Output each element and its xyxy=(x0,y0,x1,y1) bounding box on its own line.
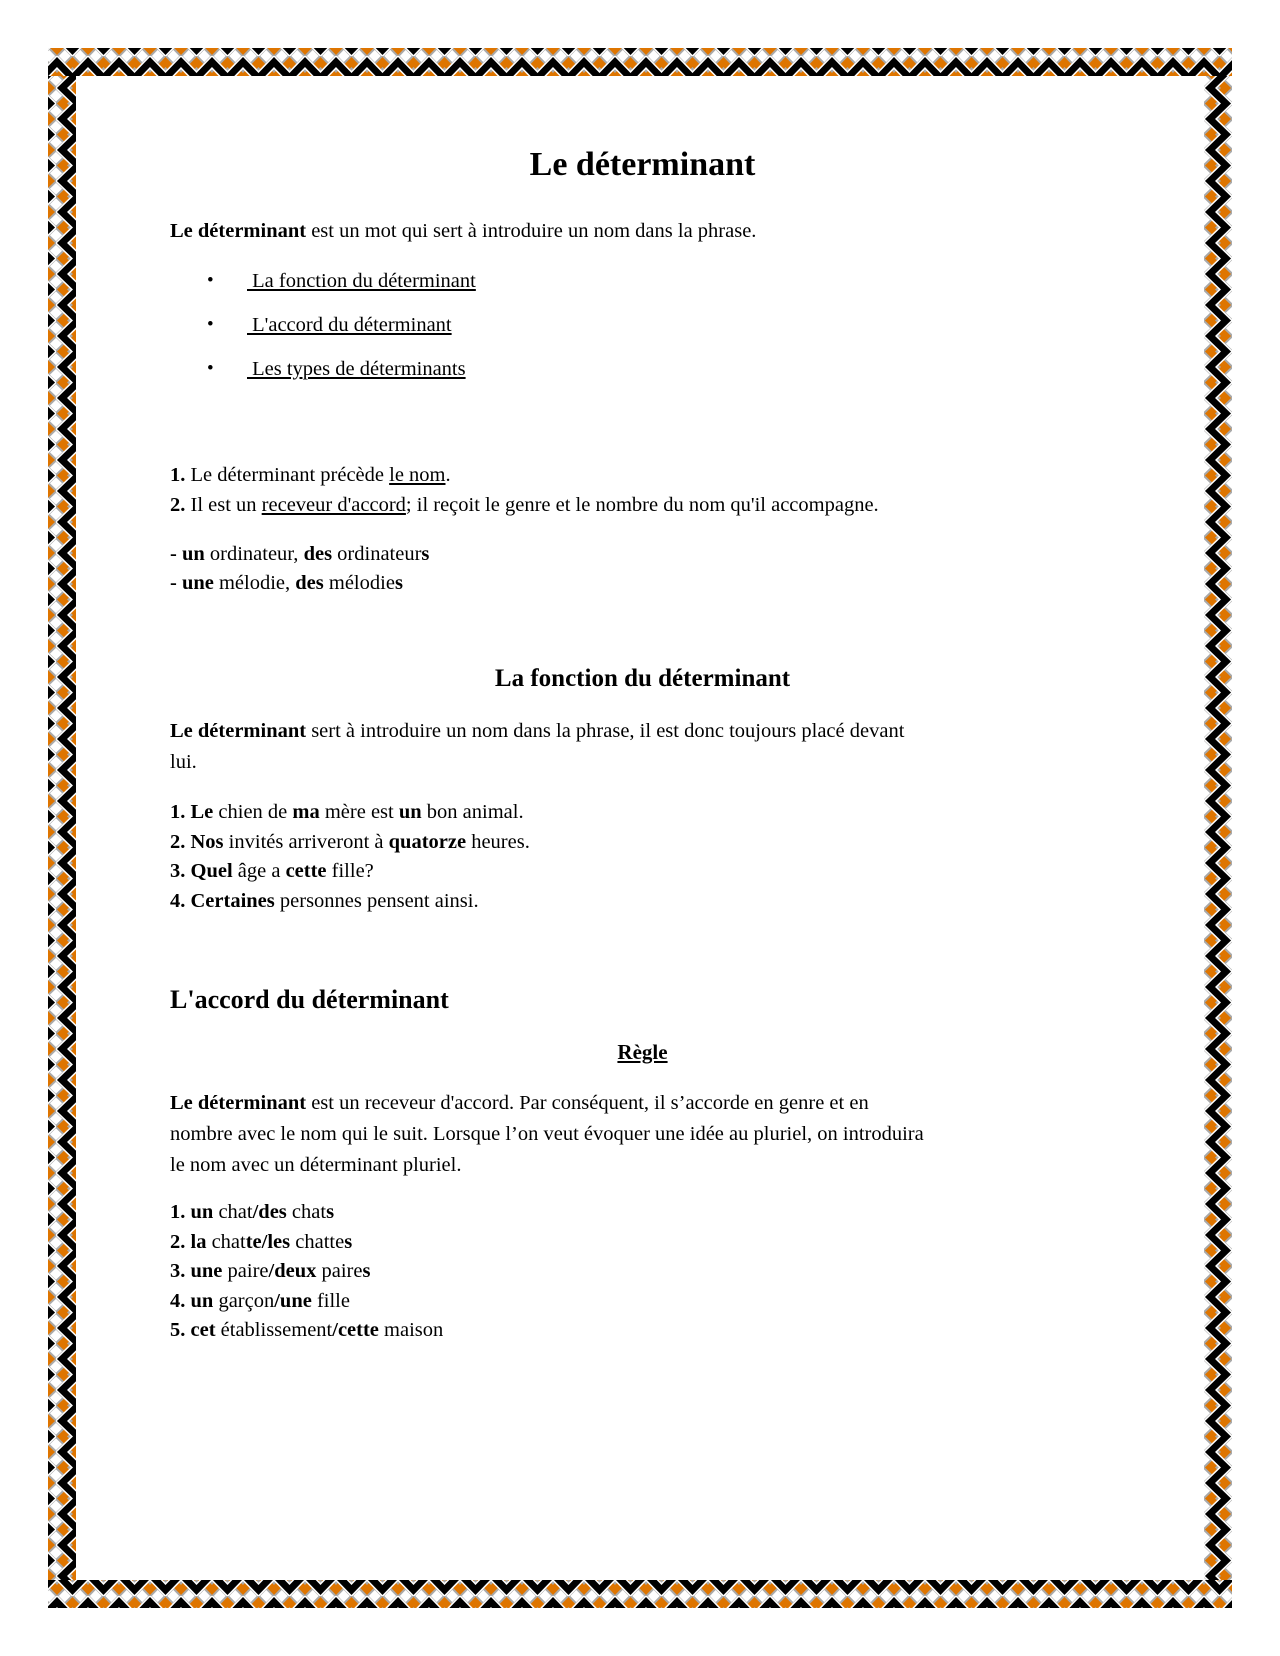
section-heading-accord: L'accord du déterminant xyxy=(170,985,449,1014)
toc-link-label[interactable]: L'accord du déterminant xyxy=(247,314,452,336)
toc-item-types[interactable] xyxy=(170,356,1115,382)
fonction-example-3: 3. Quel âge a cette fille? xyxy=(170,860,374,882)
accord-paragraph-line-1: Le déterminant est un receveur d'accord. Par conséquent, il s’accorde en genre et en xyxy=(170,1092,869,1114)
fonction-example-4: 4. Certaines personnes pensent ainsi. xyxy=(170,889,479,912)
border-bottom xyxy=(48,1580,1232,1608)
table-of-contents xyxy=(170,268,1115,382)
fonction-paragraph-line-2: lui. xyxy=(170,751,197,773)
accord-example-2: 2. la chatte/les chattes xyxy=(170,1230,353,1253)
accord-paragraph xyxy=(170,1088,1115,1181)
toc-link-label[interactable]: Les types de déterminants xyxy=(247,358,466,380)
intro-paragraph: Le déterminant est un mot qui sert à introduire un nom dans la phrase. xyxy=(170,220,757,242)
accord-example-list xyxy=(170,1198,1115,1346)
fonction-example-1: 1. Le chien de ma mère est un bon animal. xyxy=(170,801,524,823)
border-left xyxy=(48,76,76,1580)
dash-example-2: - une mélodie, des mélodies xyxy=(170,572,403,594)
dash-examples xyxy=(170,540,1115,598)
fonction-paragraph xyxy=(170,716,1115,778)
rules-list xyxy=(170,460,1115,520)
rule-subheading xyxy=(170,1038,1115,1066)
border-right xyxy=(1204,76,1232,1580)
document-body xyxy=(170,0,1115,1346)
accord-example-3: 3. une paire/deux paires xyxy=(170,1260,371,1282)
fonction-example-2: 2. Nos invités arriveront à quatorze heures. xyxy=(170,830,530,853)
rule-line-1: 1. Le déterminant précède le nom. xyxy=(170,464,451,486)
accord-paragraph-line-3: le nom avec un déterminant pluriel. xyxy=(170,1154,462,1176)
fonction-paragraph-line-1: Le déterminant sert à introduire un nom dans la phrase, il est donc toujours placé devant xyxy=(170,720,905,742)
rule-subheading-label: Règle xyxy=(617,1040,668,1064)
accord-example-4: 4. un garçon/une fille xyxy=(170,1289,350,1312)
dash-example-1: - un ordinateur, des ordinateurs xyxy=(170,543,430,565)
rule-line-2: 2. Il est un receveur d'accord; il reçoit le genre et le nombre du nom qu'il accompagne. xyxy=(170,494,879,516)
accord-paragraph-line-2: nombre avec le nom qui le suit. Lorsque l’on veut évoquer une idée au pluriel, on introduira xyxy=(170,1123,924,1145)
section-heading-fonction: La fonction du déterminant xyxy=(494,665,791,692)
toc-link-label[interactable]: La fonction du déterminant xyxy=(247,270,476,292)
toc-item-accord[interactable] xyxy=(170,312,1115,338)
fonction-example-list xyxy=(170,798,1115,916)
accord-example-1: 1. un chat/des chats xyxy=(170,1201,335,1223)
accord-example-5: 5. cet établissement/cette maison xyxy=(170,1319,444,1341)
page-title: Le déterminant xyxy=(529,146,756,183)
toc-item-fonction[interactable] xyxy=(170,268,1115,294)
